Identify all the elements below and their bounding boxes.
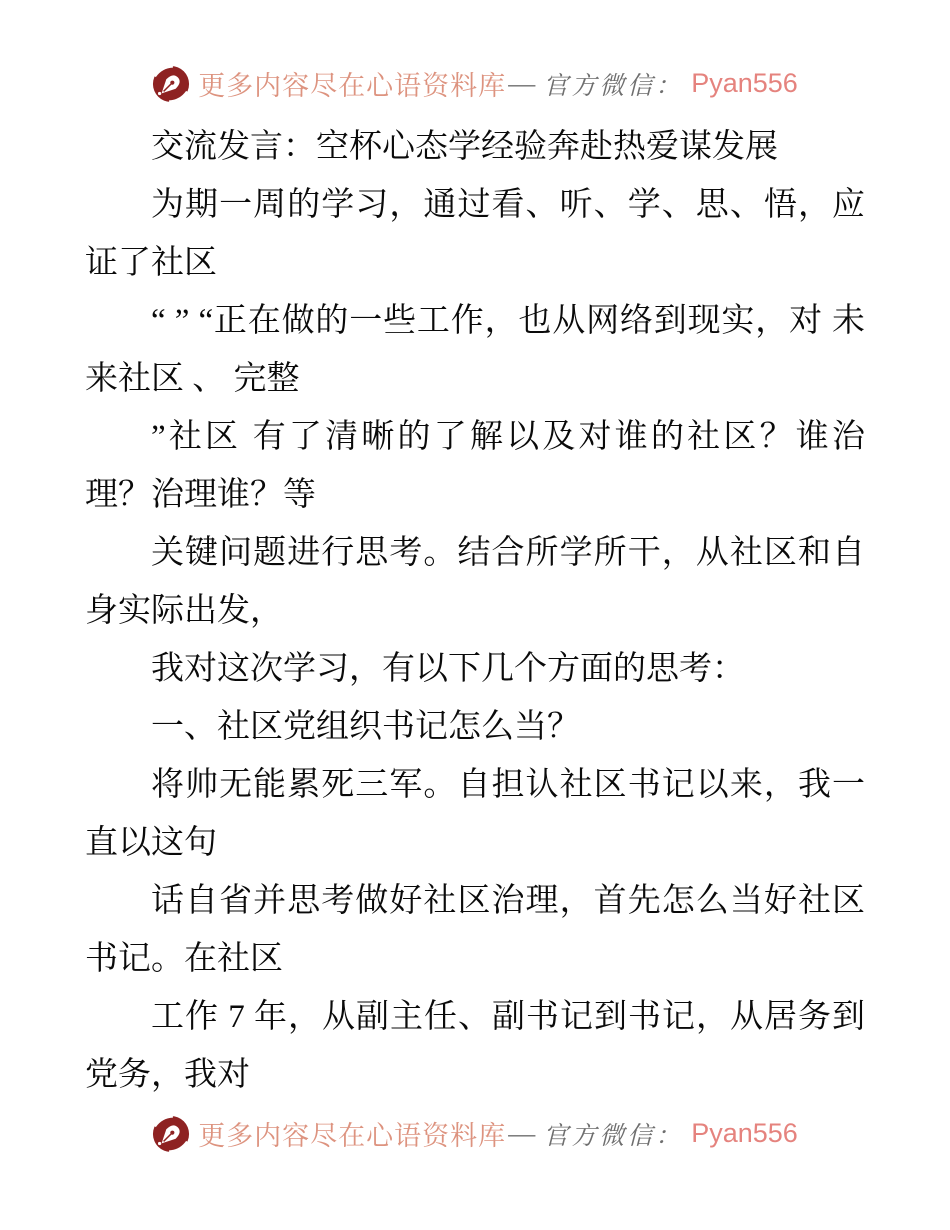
watermark-wechat-id: Pyan556: [691, 1118, 798, 1148]
document-page: [85, 118, 865, 1104]
paragraph: 工作 7 年，从副主任、副书记到书记，从居务到党务，我对: [85, 999, 865, 1093]
footer-watermark: [0, 1114, 950, 1153]
watermark-brand-text: 更多内容尽在心语资料库: [198, 71, 507, 101]
paragraph: 为期一周的学习，通过看、听、学、思、悟，应证了社区: [85, 187, 865, 281]
pen-nib-swirl-logo-icon: [152, 1115, 190, 1153]
paragraph: 将帅无能累死三军。自担认社区书记以来，我一直以这句: [85, 767, 865, 861]
paragraph: ”社区 有了清晰的了解以及对谁的社区？谁治理？治理谁？等: [85, 419, 865, 513]
watermark-brand-text: 更多内容尽在心语资料库: [198, 1121, 507, 1151]
watermark-wechat-id: Pyan556: [691, 68, 798, 98]
paragraph: 关键问题进行思考。结合所学所干，从社区和自身实际出发，: [85, 535, 865, 629]
document-title: 交流发言：空杯心态学经验奔赴热爱谋发展: [151, 129, 778, 165]
paragraph: 话自省并思考做好社区治理，首先怎么当好社区书记。在社区: [85, 883, 865, 977]
paragraph: 我对这次学习，有以下几个方面的思考：: [151, 651, 745, 687]
header-watermark: [0, 64, 950, 103]
watermark-dash: —: [508, 68, 536, 98]
watermark-wechat-label: 官方微信：: [543, 1122, 684, 1150]
watermark-dash: —: [508, 1118, 536, 1148]
paragraph: 一、社区党组织书记怎么当？: [151, 709, 580, 745]
watermark-wechat-label: 官方微信：: [543, 72, 684, 100]
paragraph: “ ” “正在做的一些工作，也从网络到现实，对 未来社区 、 完整: [85, 303, 865, 397]
pen-nib-swirl-logo-icon: [152, 65, 190, 103]
paragraph-list: [85, 176, 865, 1104]
